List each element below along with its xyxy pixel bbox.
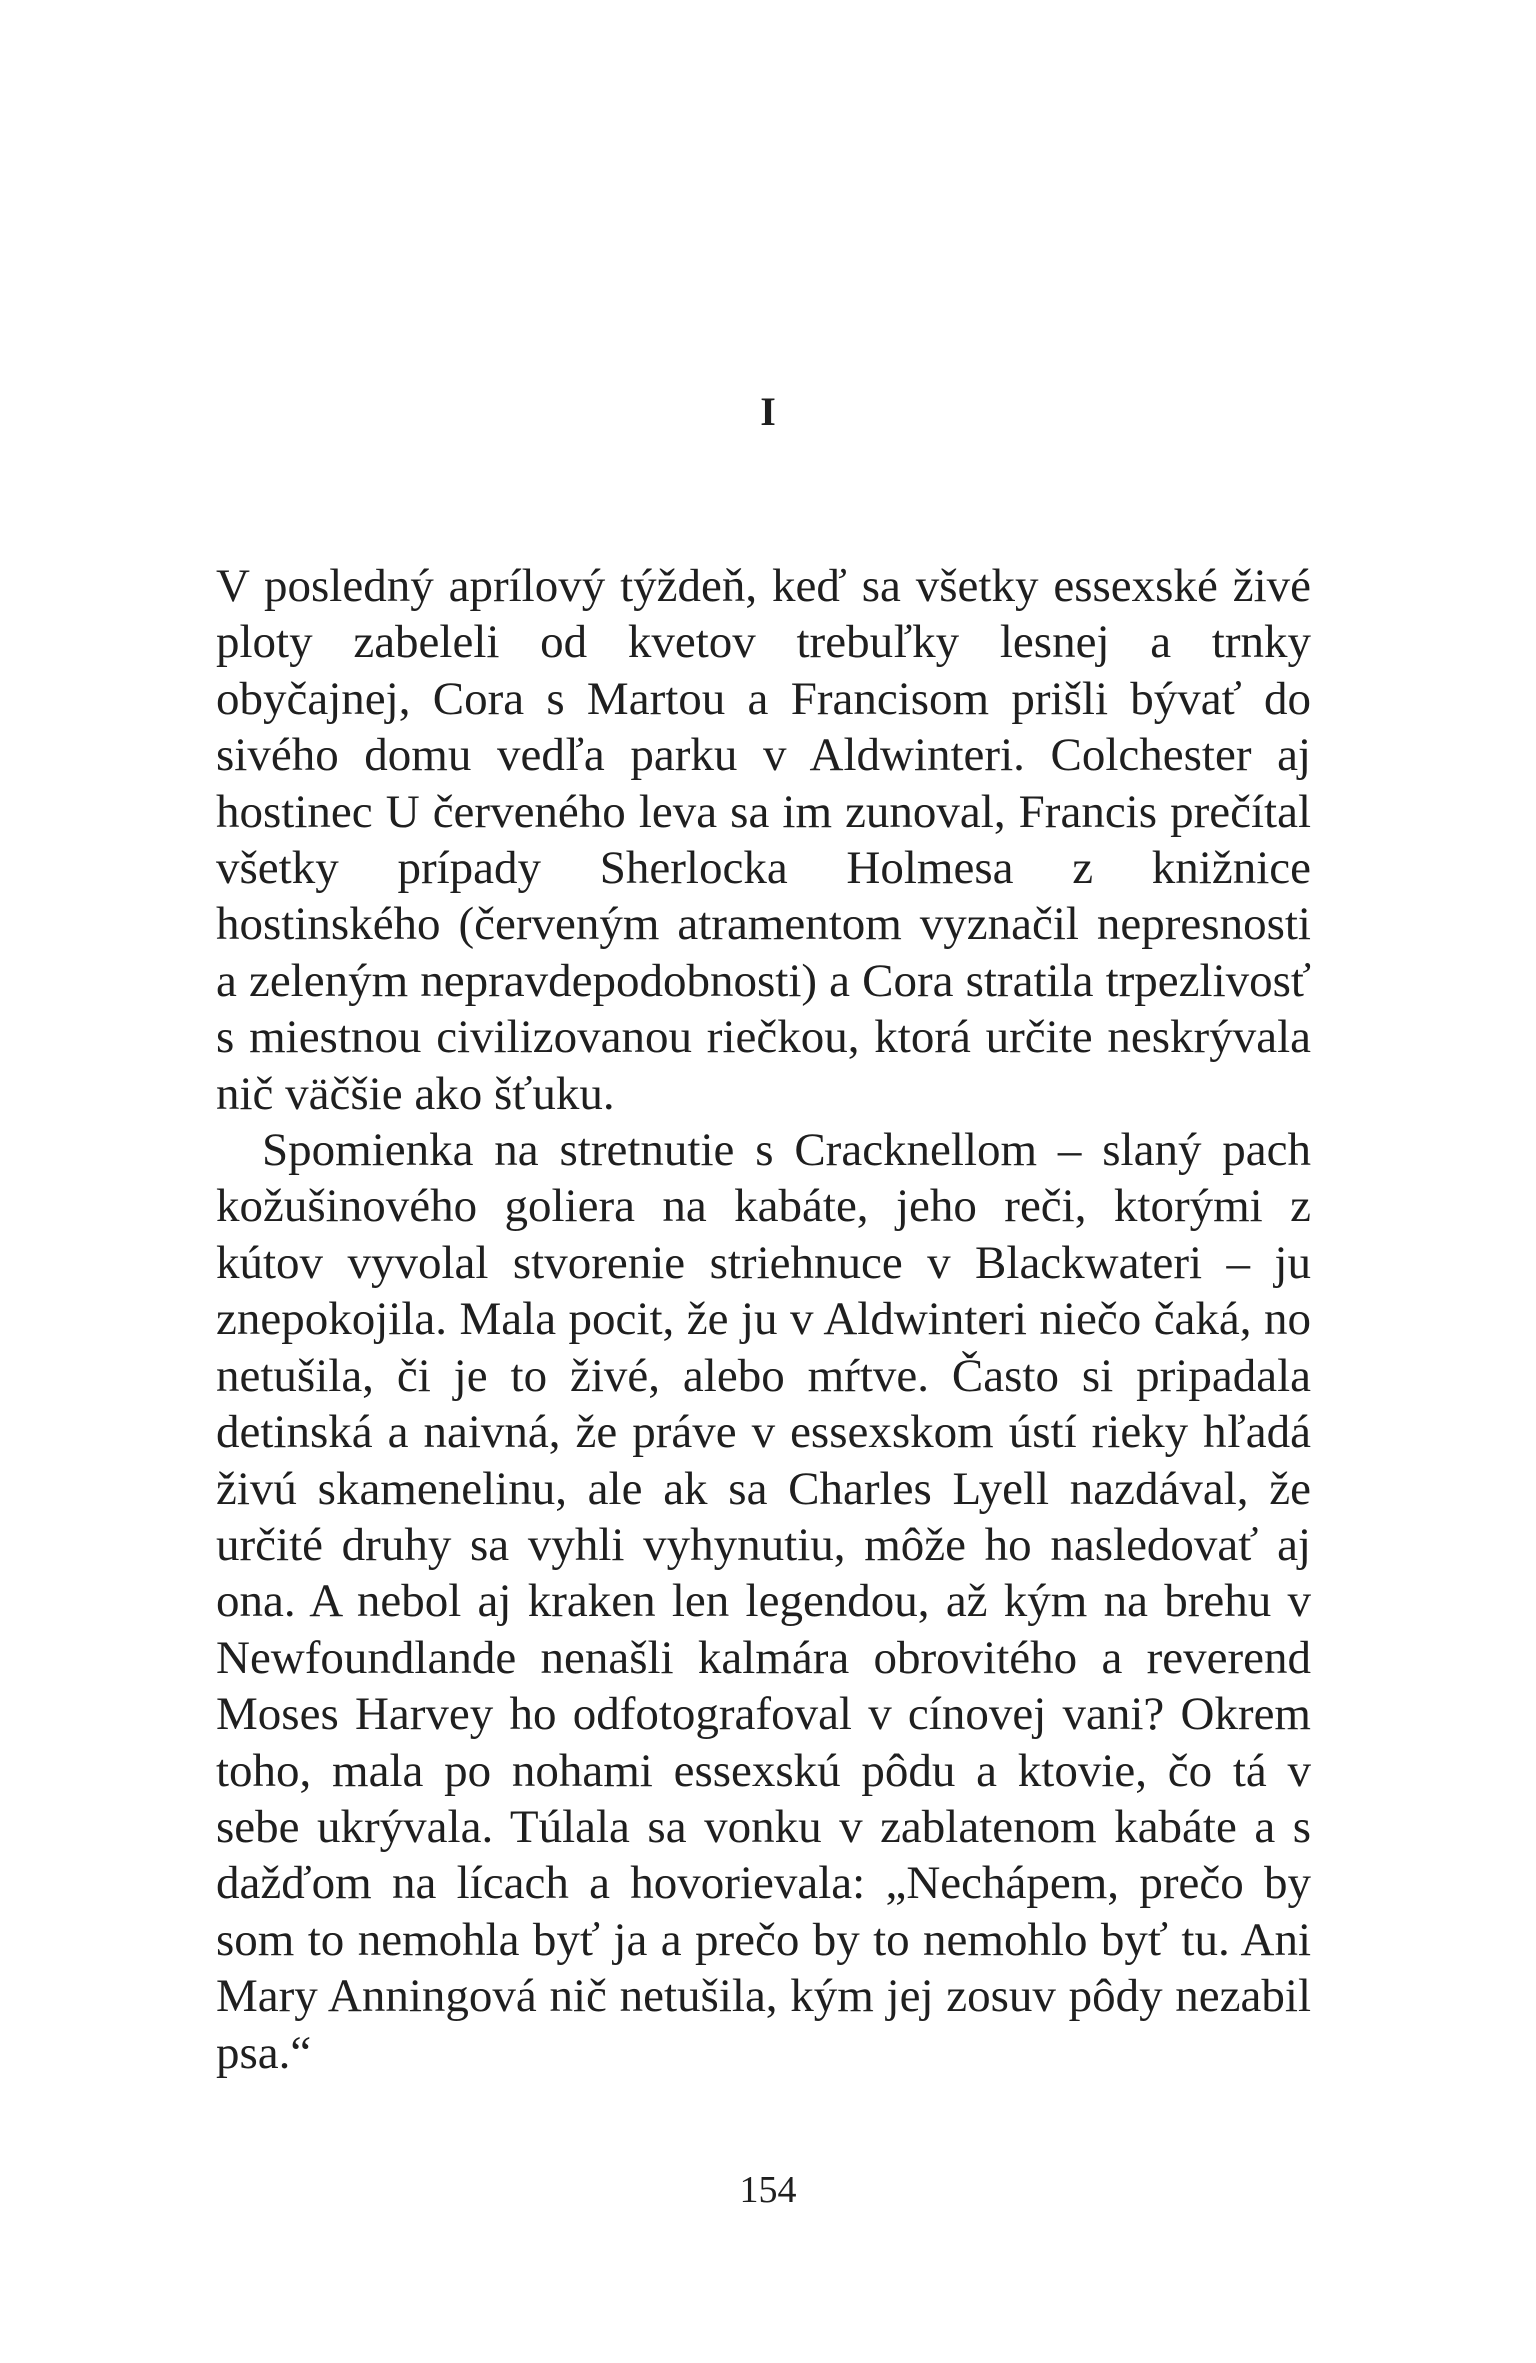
paragraph-1: V posledný aprílový týždeň, keď sa všetky essexské živé ploty zabeleli od kvetov trebuľky lesnej a trnky obyčajnej, Cora s Martou a Francisom prišli bývať do sivého domu vedľa parku v Aldwinteri. Colchester aj hostinec U červeného leva sa im zunoval, Francis prečítal všetky prípady Sherlocka Holmesa z knižnice hostinského (červeným atramentom vyznačil nepresnosti a zeleným nepravdepodobnosti) a Cora stratila trpezlivosť s miestnou civilizovanou riečkou, ktorá určite neskrývala nič väčšie ako šťuku. (216, 560, 1311, 1120)
chapter-number: I (760, 389, 776, 434)
chapter-body (216, 558, 1311, 2081)
paragraph-2: Spomienka na stretnutie s Cracknellom – slaný pach kožušinového goliera na kabáte, jeho reči, ktorými z kútov vyvolal stvorenie striehnuce v Blackwateri – ju znepokojila. Mala pocit, že ju v Aldwinteri niečo čaká, no netušila, či je to živé, alebo mŕtve. Často si pripadala detinská a naivná, že práve v essexskom ústí rieky hľadá živú skamenelinu, ale ak sa Charles Lyell nazdával, že určité druhy sa vyhli vyhynutiu, môže ho nasledovať aj ona. A nebol aj kraken len legendou, až kým na brehu v Newfoundlande nenašli kalmára obrovitého a reverend Moses Harvey ho odfotografoval v cínovej vani? Okrem toho, mala po nohami essexskú pôdu a ktovie, čo tá v sebe ukrývala. Túlala sa vonku v zablatenom kabáte a s dažďom na lícach a hovorievala: „Nechápem, prečo by som to nemohla byť ja a prečo by to nemohlo byť tu. Ani Mary Anningová nič netušila, kým jej zosuv pôdy nezabil psa.“ (216, 1124, 1311, 2079)
page-number: 154 (739, 2169, 797, 2211)
